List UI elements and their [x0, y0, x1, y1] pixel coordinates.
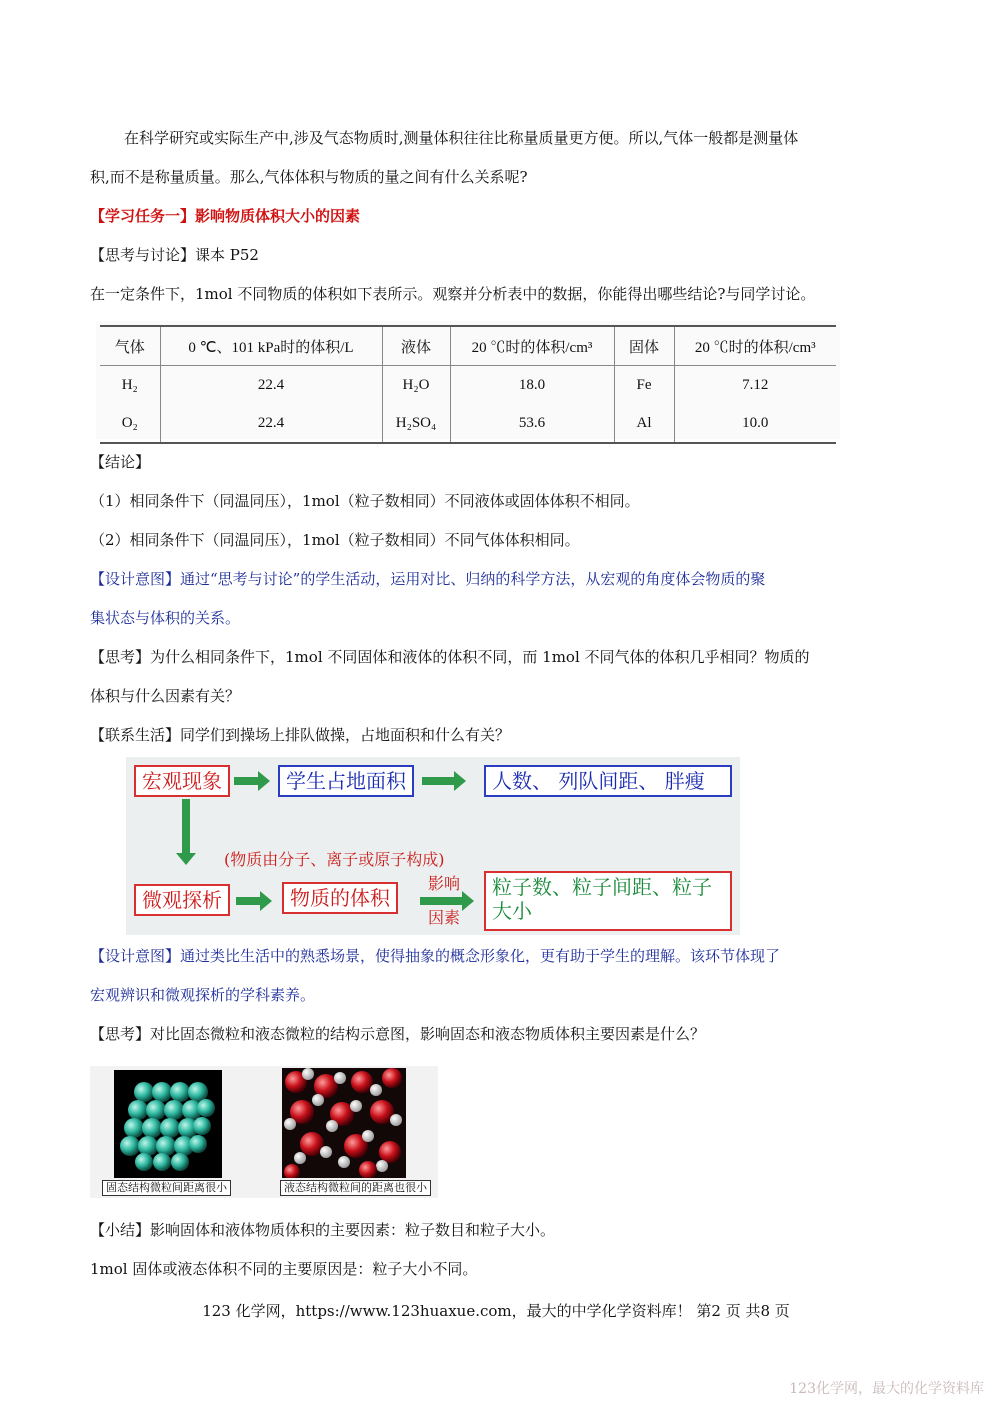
design-intent-text: 通过类比生活中的熟悉场景，使得抽象的概念形象化，更有助于学生的理解。该环节体现了 [180, 947, 781, 965]
area-box: 学生占地面积 [278, 765, 414, 797]
conclusion-item-2: （2）相同条件下（同温同压），1mol（粒子数相同）不同气体体积相同。 [90, 531, 580, 549]
design-intent-tag: 【设计意图】 [90, 570, 181, 588]
table-header-cell: 固体 [614, 326, 674, 366]
affect-label-2: 因素 [428, 908, 461, 927]
think-discuss-text: 课本 P52 [195, 246, 259, 264]
think-2 [90, 1024, 705, 1044]
intro-line-2: 积,而不是称量质量。那么,气体体积与物质的量之间有什么关系呢? [90, 168, 528, 186]
intro-line-1: 在科学研究或实际生产中,涉及气态物质时,测量体积往往比称量质量更方便。所以,气体一般都是测量体 [124, 129, 799, 147]
task-heading: 【学习任务一】影响物质体积大小的因素 [90, 207, 361, 225]
particles-line-2: 大小 [492, 899, 532, 923]
liquid-caption: 液态结构微粒间的距离也很小 [280, 1180, 431, 1196]
table-cell: O₂ [100, 404, 160, 443]
arrow-right-icon [422, 777, 454, 785]
life-link [90, 725, 510, 745]
composition-note: (物质由分子、离子或原子构成) [224, 850, 445, 869]
arrow-right-icon [420, 897, 462, 905]
arrow-right-icon [234, 777, 258, 785]
conclusion-tag: 【结论】 [90, 453, 151, 471]
think-1-line-2: 体积与什么因素有关？ [90, 687, 241, 705]
solid-lattice-illustration [114, 1070, 222, 1178]
affect-label-1: 影响 [428, 874, 461, 893]
table-cell: 18.0 [450, 366, 614, 405]
table-row [100, 366, 836, 405]
design-intent-tag: 【设计意图】 [90, 947, 181, 965]
table-header-cell: 气体 [100, 326, 160, 366]
table-cell: H₂O [382, 366, 450, 405]
table-cell: 22.4 [160, 404, 382, 443]
design-intent-text: 通过“思考与讨论”的学生活动，运用对比、归纳的科学方法，从宏观的角度体会物质的聚 [180, 570, 766, 588]
table-cell: H₂ [100, 366, 160, 405]
volume-table-image [96, 321, 840, 439]
people-box: 人数、 列队间距、 胖瘦 [484, 765, 732, 797]
liquid-structure-image [282, 1068, 406, 1178]
think-tag: 【思考】 [90, 1025, 151, 1043]
particles-box [484, 871, 732, 931]
table-intro: 在一定条件下，1mol 不同物质的体积如下表所示。观察并分析表中的数据，你能得出哪些结论?与同学讨论。 [90, 285, 816, 303]
table-cell: Fe [614, 366, 674, 405]
table-row [100, 404, 836, 443]
particle-structure-images [90, 1066, 438, 1198]
table-header-cell: 20 ℃时的体积/cm³ [674, 326, 836, 366]
watermark: 123化学网，最大的化学资料库 [789, 1381, 984, 1397]
design-intent-2-line-1 [90, 946, 780, 966]
macro-box: 宏观现象 [134, 765, 230, 797]
volume-table [100, 325, 836, 444]
micro-box: 微观探析 [134, 884, 230, 916]
table-header-row [100, 326, 836, 366]
analogy-diagram [126, 757, 740, 935]
solid-structure-image [114, 1070, 222, 1178]
solid-caption: 固态结构微粒间距离很小 [102, 1180, 231, 1196]
summary-tag: 【小结】 [90, 1221, 151, 1239]
think-tag: 【思考】 [90, 648, 151, 666]
table-header-cell: 液体 [382, 326, 450, 366]
think-text: 对比固态微粒和液态微粒的结构示意图，影响固态和液态物质体积主要因素是什么？ [150, 1025, 706, 1043]
summary [90, 1220, 555, 1240]
particles-line-1: 粒子数、粒子间距、粒子 [492, 875, 712, 899]
summary-line-2: 1mol 固体或液态体积不同的主要原因是：粒子大小不同。 [90, 1260, 478, 1278]
table-cell: 7.12 [742, 376, 769, 393]
page-footer: 123 化学网，https://www.123huaxue.com，最大的中学化学资料库！ 第2 页 共8 页 [202, 1302, 790, 1320]
volume-box: 物质的体积 [282, 882, 398, 914]
design-intent-1-line-1 [90, 569, 765, 589]
design-intent-2-line-2: 宏观辨识和微观探析的学科素养。 [90, 986, 316, 1004]
table-cell: 22.4 [160, 366, 382, 405]
table-cell: H₂SO₄ [382, 404, 450, 443]
table-header-cell: 0 ℃、101 kPa时的体积/L [160, 326, 382, 366]
summary-text: 影响固体和液体物质体积的主要因素：粒子数目和粒子大小。 [150, 1221, 556, 1239]
life-tag: 【联系生活】 [90, 726, 181, 744]
table-cell: 10.0 [674, 404, 836, 443]
think-text: 为什么相同条件下，1mol 不同固体和液体的体积不同，而 1mol 不同气体的体积几乎相同？物质的 [150, 648, 810, 666]
design-intent-1-line-2: 集状态与体积的关系。 [90, 609, 241, 627]
table-cell: 53.6 [450, 404, 614, 443]
liquid-molecules-illustration [282, 1068, 406, 1178]
arrow-right-icon [236, 897, 260, 905]
arrow-down-icon [182, 799, 190, 853]
table-cell: Al [614, 404, 674, 443]
table-header-cell: 20 ℃时的体积/cm³ [450, 326, 614, 366]
think-discuss [90, 245, 259, 265]
conclusion-item-1: （1）相同条件下（同温同压），1mol（粒子数相同）不同液体或固体体积不相同。 [90, 492, 640, 510]
think-1-line-1 [90, 647, 810, 667]
think-discuss-tag: 【思考与讨论】 [90, 246, 196, 264]
life-text: 同学们到操场上排队做操，占地面积和什么有关？ [180, 726, 511, 744]
